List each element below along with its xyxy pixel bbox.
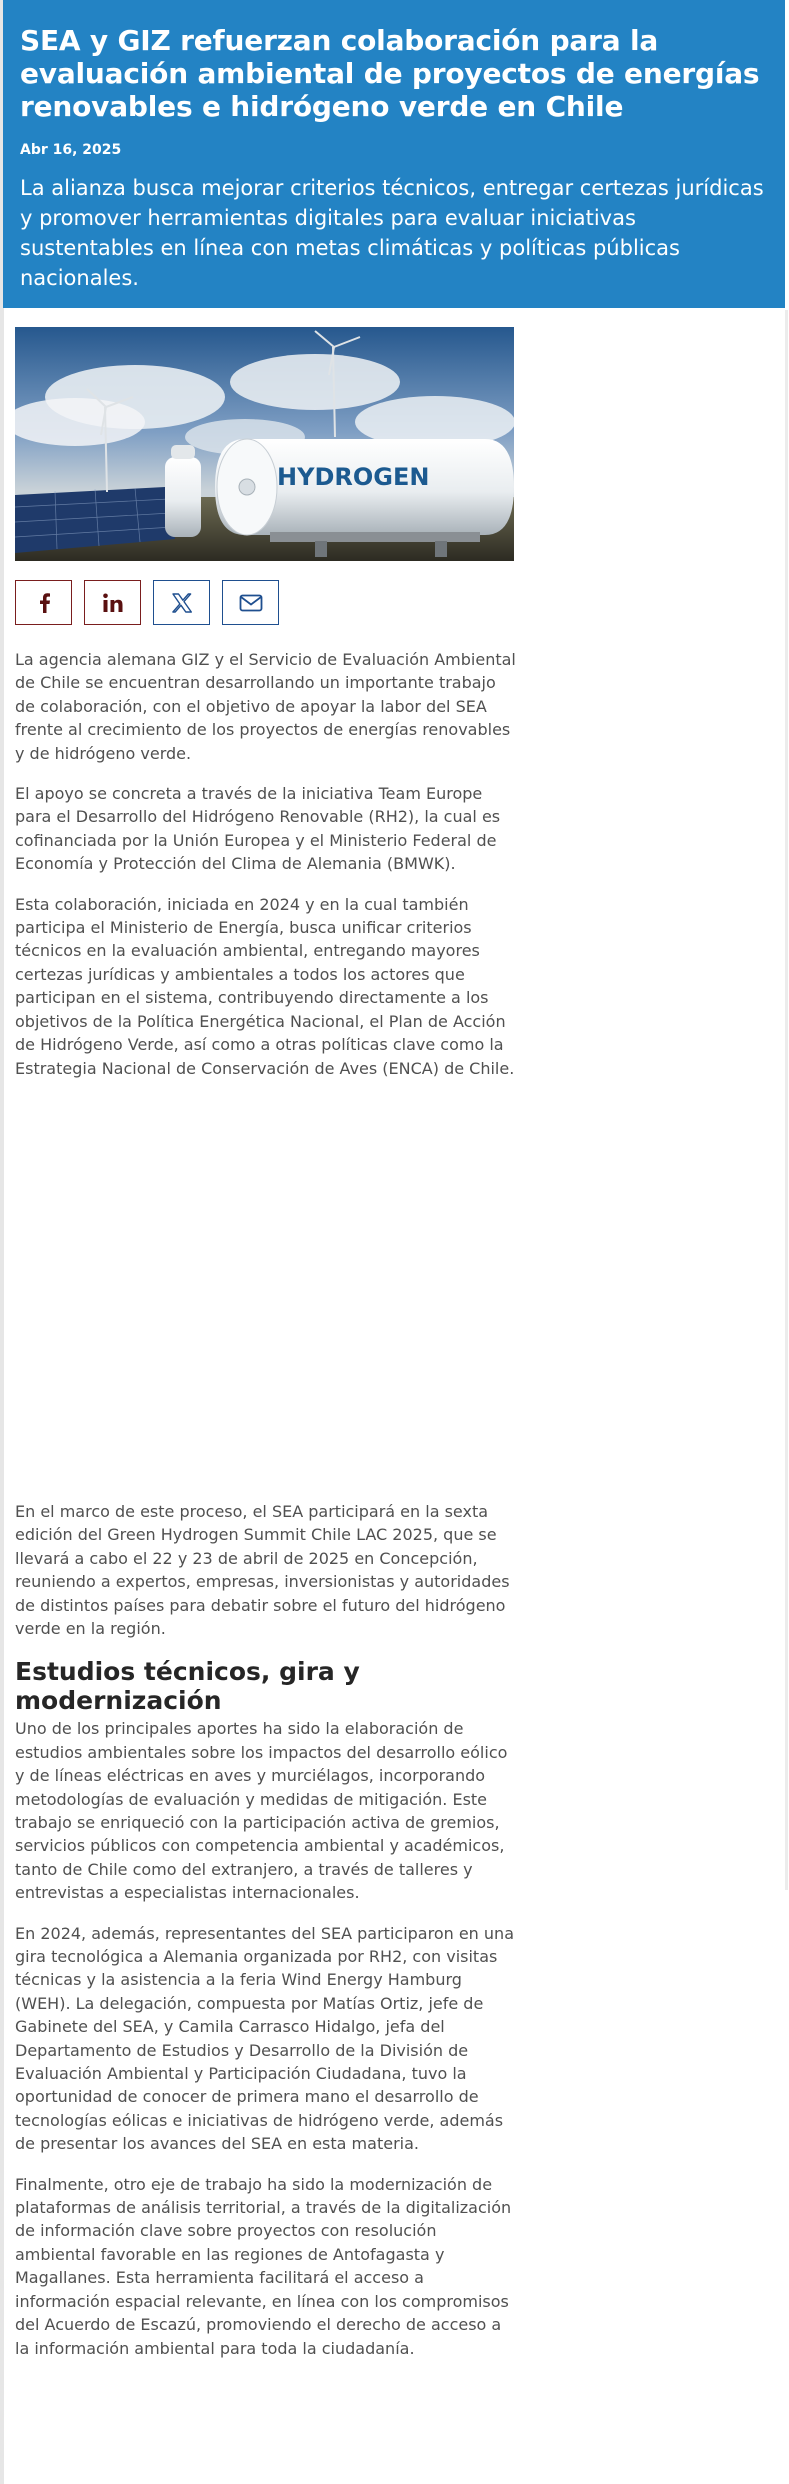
section-paragraph: En 2024, además, representantes del SEA participaron en una gira tecnológica a Alemania organizada por RH2, con visitas técnicas y la asistencia a la feria Wind Energy Hamburg (WEH). La delegación, compuesta por Matías Ortiz, jefe de Gabinete del SEA, y Camila Carrasco Hidalgo, jefa del Departamento de Estudios y Desarrollo de la División de Evaluación Ambiental y Participación Ciudadana, tuvo la oportunidad de conocer de primera mano el desarrollo de tecnologías eólicas e iniciativas de hidrógeno verde, además de presentar los avances del SEA en esta materia. bbox=[15, 1923, 514, 2154]
article-paragraph: Esta colaboración, iniciada en 2024 y en la cual también participa el Ministerio de Energía, busca unificar criterios técnicos en la evaluación ambiental, entregando mayores certezas jurídicas y ambientales a todos los actores que participan en el sistema, contribuyendo directamente a los objetivos de la Política Energética Nacional, el Plan de Acción de Hidrógeno Verde, así como a otras políticas clave como la Estrategia Nacional de Conservación de Aves (ENCA) de Chile. bbox=[15, 894, 515, 1078]
article-body bbox=[15, 648, 520, 2377]
share-email-button[interactable] bbox=[222, 580, 279, 625]
facebook-icon bbox=[35, 592, 53, 614]
section-paragraph: Finalmente, otro eje de trabajo ha sido la modernización de plataformas de análisis territorial, a través de la digitalización de información clave sobre proyectos con resolución ambiental favorable en las regiones de Antofagasta y Magallanes. Esta herramienta facilitará el acceso a información espacial relevante, en línea con los compromisos del Acuerdo de Escazú, promoviendo el derecho de acceso a la información ambiental para toda la ciudadanía. bbox=[15, 2174, 512, 2358]
hydrogen-tank-image bbox=[15, 327, 514, 561]
mail-icon bbox=[239, 594, 263, 612]
share-bar bbox=[15, 580, 279, 625]
article-paragraph: El apoyo se concreta a través de la iniciativa Team Europe para el Desarrollo del Hidrógeno Renovable (RH2), la cual es cofinanciada por la Unión Europea y el Ministerio Federal de Economía y Protección del Clima de Alemania (BMWK). bbox=[15, 784, 501, 874]
hydrogen-label: HYDROGEN bbox=[277, 463, 430, 491]
embedded-content-space bbox=[15, 1097, 520, 1500]
share-x-button[interactable] bbox=[153, 580, 210, 625]
section-heading: Estudios técnicos, gira y modernización bbox=[15, 1657, 360, 1716]
article-title: SEA y GIZ refuerzan colaboración para la evaluación ambiental de proyectos de energías renovables e hidrógeno verde en Chile bbox=[20, 24, 760, 123]
article-paragraph: La agencia alemana GIZ y el Servicio de Evaluación Ambiental de Chile se encuentran desarrollando un importante trabajo de colaboración, con el objetivo de apoyar la labor del SEA frente al crecimiento de los proyectos de energías renovables y de hidrógeno verde. bbox=[15, 650, 516, 763]
hydrogen-illustration bbox=[15, 327, 514, 561]
share-linkedin-button[interactable] bbox=[84, 580, 141, 625]
section-paragraph: Uno de los principales aportes ha sido la elaboración de estudios ambientales sobre los impactos del desarrollo eólico y de líneas eléctricas en aves y murciélagos, incorporando metodologías de evaluación y medidas de mitigación. Este trabajo se enriqueció con la participación activa de gremios, servicios públicos con competencia ambiental y académicos, tanto de Chile como del extranjero, a través de talleres y entrevistas a especialistas internacionales. bbox=[15, 1719, 508, 1903]
article-header bbox=[3, 0, 785, 308]
page-left-border bbox=[0, 0, 4, 2484]
article-paragraph: En el marco de este proceso, el SEA participará en la sexta edición del Green Hydrogen Summit Chile LAC 2025, que se llevará a cabo el 22 y 23 de abril de 2025 en Concepción, reuniendo a expertos, empresas, inversionistas y autoridades de distintos países para debatir sobre el futuro del hidrógeno verde en la región. bbox=[15, 1501, 510, 1638]
x-icon bbox=[171, 592, 193, 614]
linkedin-icon bbox=[102, 592, 124, 614]
scrollbar-track[interactable] bbox=[785, 310, 788, 1890]
article-date: Abr 16, 2025 bbox=[20, 142, 122, 158]
article-lead: La alianza busca mejorar criterios técnicos, entregar certezas jurídicas y promover herramientas digitales para evaluar iniciativas sustentables en línea con metas climáticas y políticas públicas nacionales. bbox=[20, 176, 764, 290]
share-facebook-button[interactable] bbox=[15, 580, 72, 625]
